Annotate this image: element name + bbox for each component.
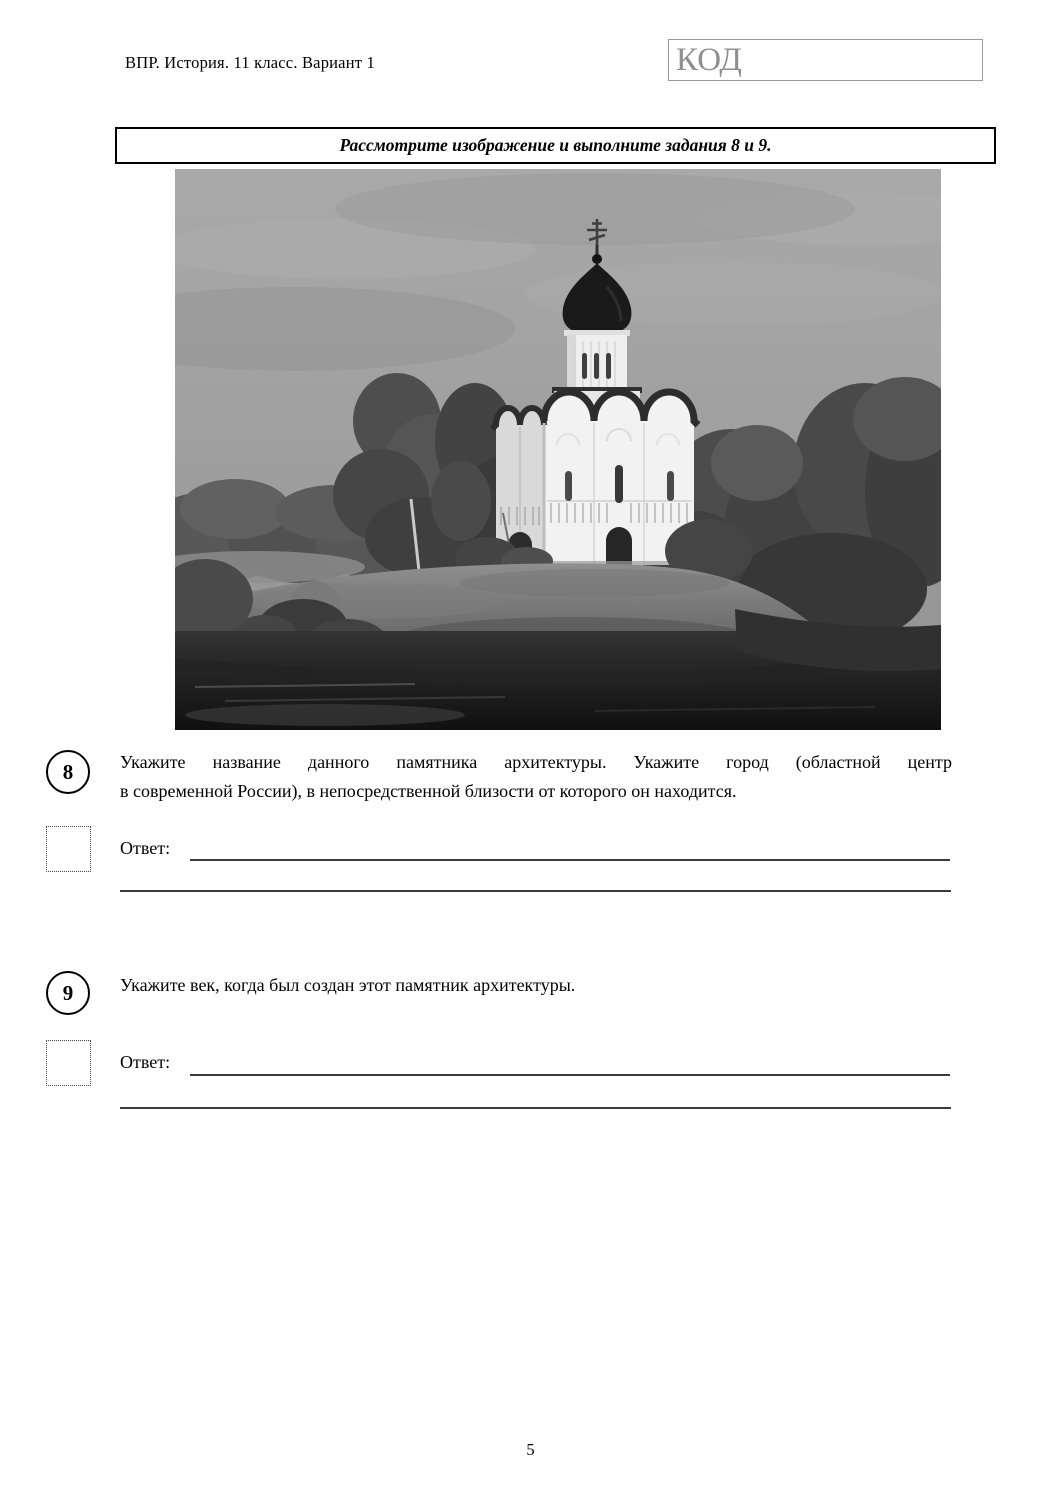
code-box <box>668 39 983 81</box>
page-number: 5 <box>526 1440 535 1459</box>
question-8-text <box>120 748 952 806</box>
question-9-number <box>46 971 90 1015</box>
question-number-label: 8 <box>62 760 74 784</box>
question-9-answer-label: Ответ: <box>120 1052 171 1072</box>
instruction-text: Рассмотрите изображение и выполните задания 8 и 9. <box>339 135 772 155</box>
portal <box>606 527 632 565</box>
window-slit <box>615 465 623 503</box>
spire-stem <box>596 245 599 255</box>
question-9-text <box>120 971 952 1000</box>
code-label: КОД <box>676 42 742 78</box>
question-9-line-1: Укажите век, когда был создан этот памятник архитектуры. <box>120 975 576 995</box>
question-8-answer-line-2 <box>120 890 951 892</box>
question-9-score-box <box>46 1040 91 1086</box>
window-slit <box>667 471 674 501</box>
question-number-label: 9 <box>62 981 74 1005</box>
question-8-line-2: в современной России), в непосредственной близости от которого он находится. <box>120 781 737 801</box>
instruction-banner <box>115 127 996 164</box>
dome-sphere <box>592 254 602 264</box>
church-photo-illustration <box>175 169 941 730</box>
question-8-score-box <box>46 826 91 872</box>
question-8-number <box>46 750 90 794</box>
question-8-line-1: Укажите название данного памятника архитектуры. Укажите город (областной центр <box>120 752 952 772</box>
question-9-answer-line-2 <box>120 1107 951 1109</box>
question-8-answer-line-1 <box>190 859 950 861</box>
window-slit <box>565 471 572 501</box>
figure-church-photo <box>175 169 941 730</box>
facade <box>492 392 698 565</box>
drum <box>564 330 630 393</box>
question-8-answer-label: Ответ: <box>120 838 171 858</box>
question-9-answer-line-1 <box>190 1074 950 1076</box>
document-header: ВПР. История. 11 класс. Вариант 1 <box>125 53 375 72</box>
